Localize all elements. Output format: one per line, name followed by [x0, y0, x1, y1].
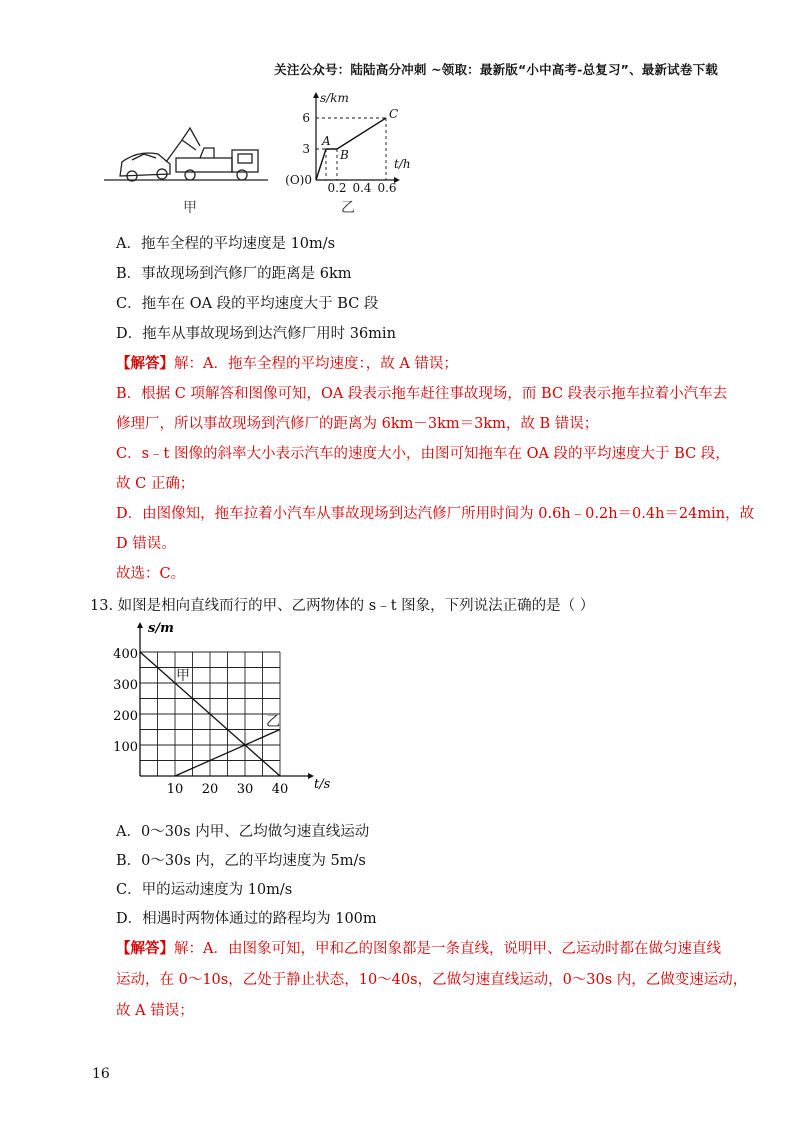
top-xtick-0.6: 0.6	[377, 181, 397, 195]
top-data-line	[316, 118, 386, 180]
top-ylabel: s/km	[320, 91, 349, 105]
q13-answer-tag: 【解答】	[116, 940, 174, 957]
top-origin-label: (O)0	[285, 173, 312, 187]
top-xtick-0.2: 0.2	[327, 181, 347, 195]
q13-y-arrow	[137, 622, 143, 628]
q12-answer-tag: 【解答】	[116, 355, 174, 372]
q13-ytick-200: 200	[113, 709, 138, 724]
q12-option-b: B．事故现场到汽修厂的距离是 6km	[116, 266, 352, 282]
q13-xtick-30: 30	[236, 782, 254, 797]
q13-option-d: D．相遇时两物体通过的路程均为 100m	[116, 911, 377, 927]
q13-answer-text-1: 解：A．由图象可知，甲和乙的图象都是一条直线，说明甲、乙运动时都在做匀速直线	[174, 941, 721, 957]
q13-ytick-300: 300	[113, 678, 138, 693]
q13-option-a: A．0～30s 内甲、乙均做匀速直线运动	[116, 824, 370, 840]
point-label-a: A	[322, 134, 331, 148]
q13-stem: 13. 如图是相向直线而行的甲、乙两物体的 s﹣t 图象，下列说法正确的是（ ）	[90, 598, 595, 614]
q13-series-label-yi: 乙	[266, 714, 280, 730]
q12-answer-line-1	[116, 352, 458, 373]
top-xlabel: t/h	[394, 157, 411, 171]
q12-choice: 故选：C。	[116, 566, 186, 582]
top-ytick-3: 3	[302, 142, 310, 156]
q13-chart	[110, 618, 350, 804]
q12-answer-line-4: C．s﹣t 图像的斜率大小表示汽车的速度大小，由图可知拖车在 OA 段的平均速度大于 BC 段，	[116, 446, 730, 462]
q12-option-c: C．拖车在 OA 段的平均速度大于 BC 段	[116, 296, 379, 312]
q13-answer-line-3: 故 A 错误；	[116, 1003, 194, 1019]
q12-answer-line-7: D 错误。	[116, 536, 176, 552]
q13-answer-line-1	[116, 937, 721, 958]
q13-xlabel: t/s	[314, 777, 331, 792]
q12-answer-line-6: D．由图像知，拖车拉着小汽车从事故现场到达汽修厂所用时间为 0.6h﹣0.2h＝0.4h＝24min，故	[116, 506, 755, 522]
point-label-c: C	[389, 107, 399, 121]
page-number: 16	[92, 1066, 110, 1082]
q12-answer-line-3: 修理厂，所以事故现场到汽修厂的距离为 6km－3km＝3km，故 B 错误；	[116, 416, 599, 432]
q12-answer-text-1: 解：A．拖车全程的平均速度：，故 A 错误；	[174, 356, 458, 372]
tow-truck-illustration	[104, 128, 268, 181]
figure-top	[100, 88, 430, 220]
q12-option-d: D．拖车从事故现场到达汽修厂用时 36min	[116, 326, 396, 342]
top-xtick-0.4: 0.4	[352, 181, 372, 195]
q13-ylabel: s/m	[148, 621, 174, 636]
q13-xtick-40: 40	[271, 782, 289, 797]
st-graph-top	[285, 91, 410, 195]
top-ytick-6: 6	[302, 111, 310, 125]
q12-answer-line-2: B．根据 C 项解答和图像可知，OA 段表示拖车赶往事故现场，而 BC 段表示拖车拉着小汽车去	[116, 386, 728, 402]
q13-series-label-jia: 甲	[176, 668, 190, 684]
q13-xtick-10: 10	[166, 782, 184, 797]
page-header: 关注公众号：陆陆高分冲刺 ~领取：最新版“小中高考-总复习”、最新试卷下载	[274, 62, 718, 77]
q13-ytick-100: 100	[113, 740, 138, 755]
q13-option-b: B．0～30s 内，乙的平均速度为 5m/s	[116, 853, 366, 869]
q13-answer-line-2: 运动，在 0～10s，乙处于静止状态，10～40s，乙做匀速直线运动，0～30s 内，乙做变速运动，	[116, 972, 748, 988]
point-label-b: B	[340, 148, 349, 162]
q12-answer-line-5: 故 C 正确；	[116, 476, 195, 492]
q13-axes	[137, 622, 314, 779]
q13-ytick-400: 400	[113, 647, 138, 662]
q12-option-a: A．拖车全程的平均速度是 10m/s	[116, 236, 336, 252]
q13-xtick-20: 20	[201, 782, 219, 797]
figure-right-caption: 乙	[341, 200, 355, 216]
q13-option-c: C．甲的运动速度为 10m/s	[116, 882, 293, 898]
figure-left-caption: 甲	[183, 200, 197, 216]
